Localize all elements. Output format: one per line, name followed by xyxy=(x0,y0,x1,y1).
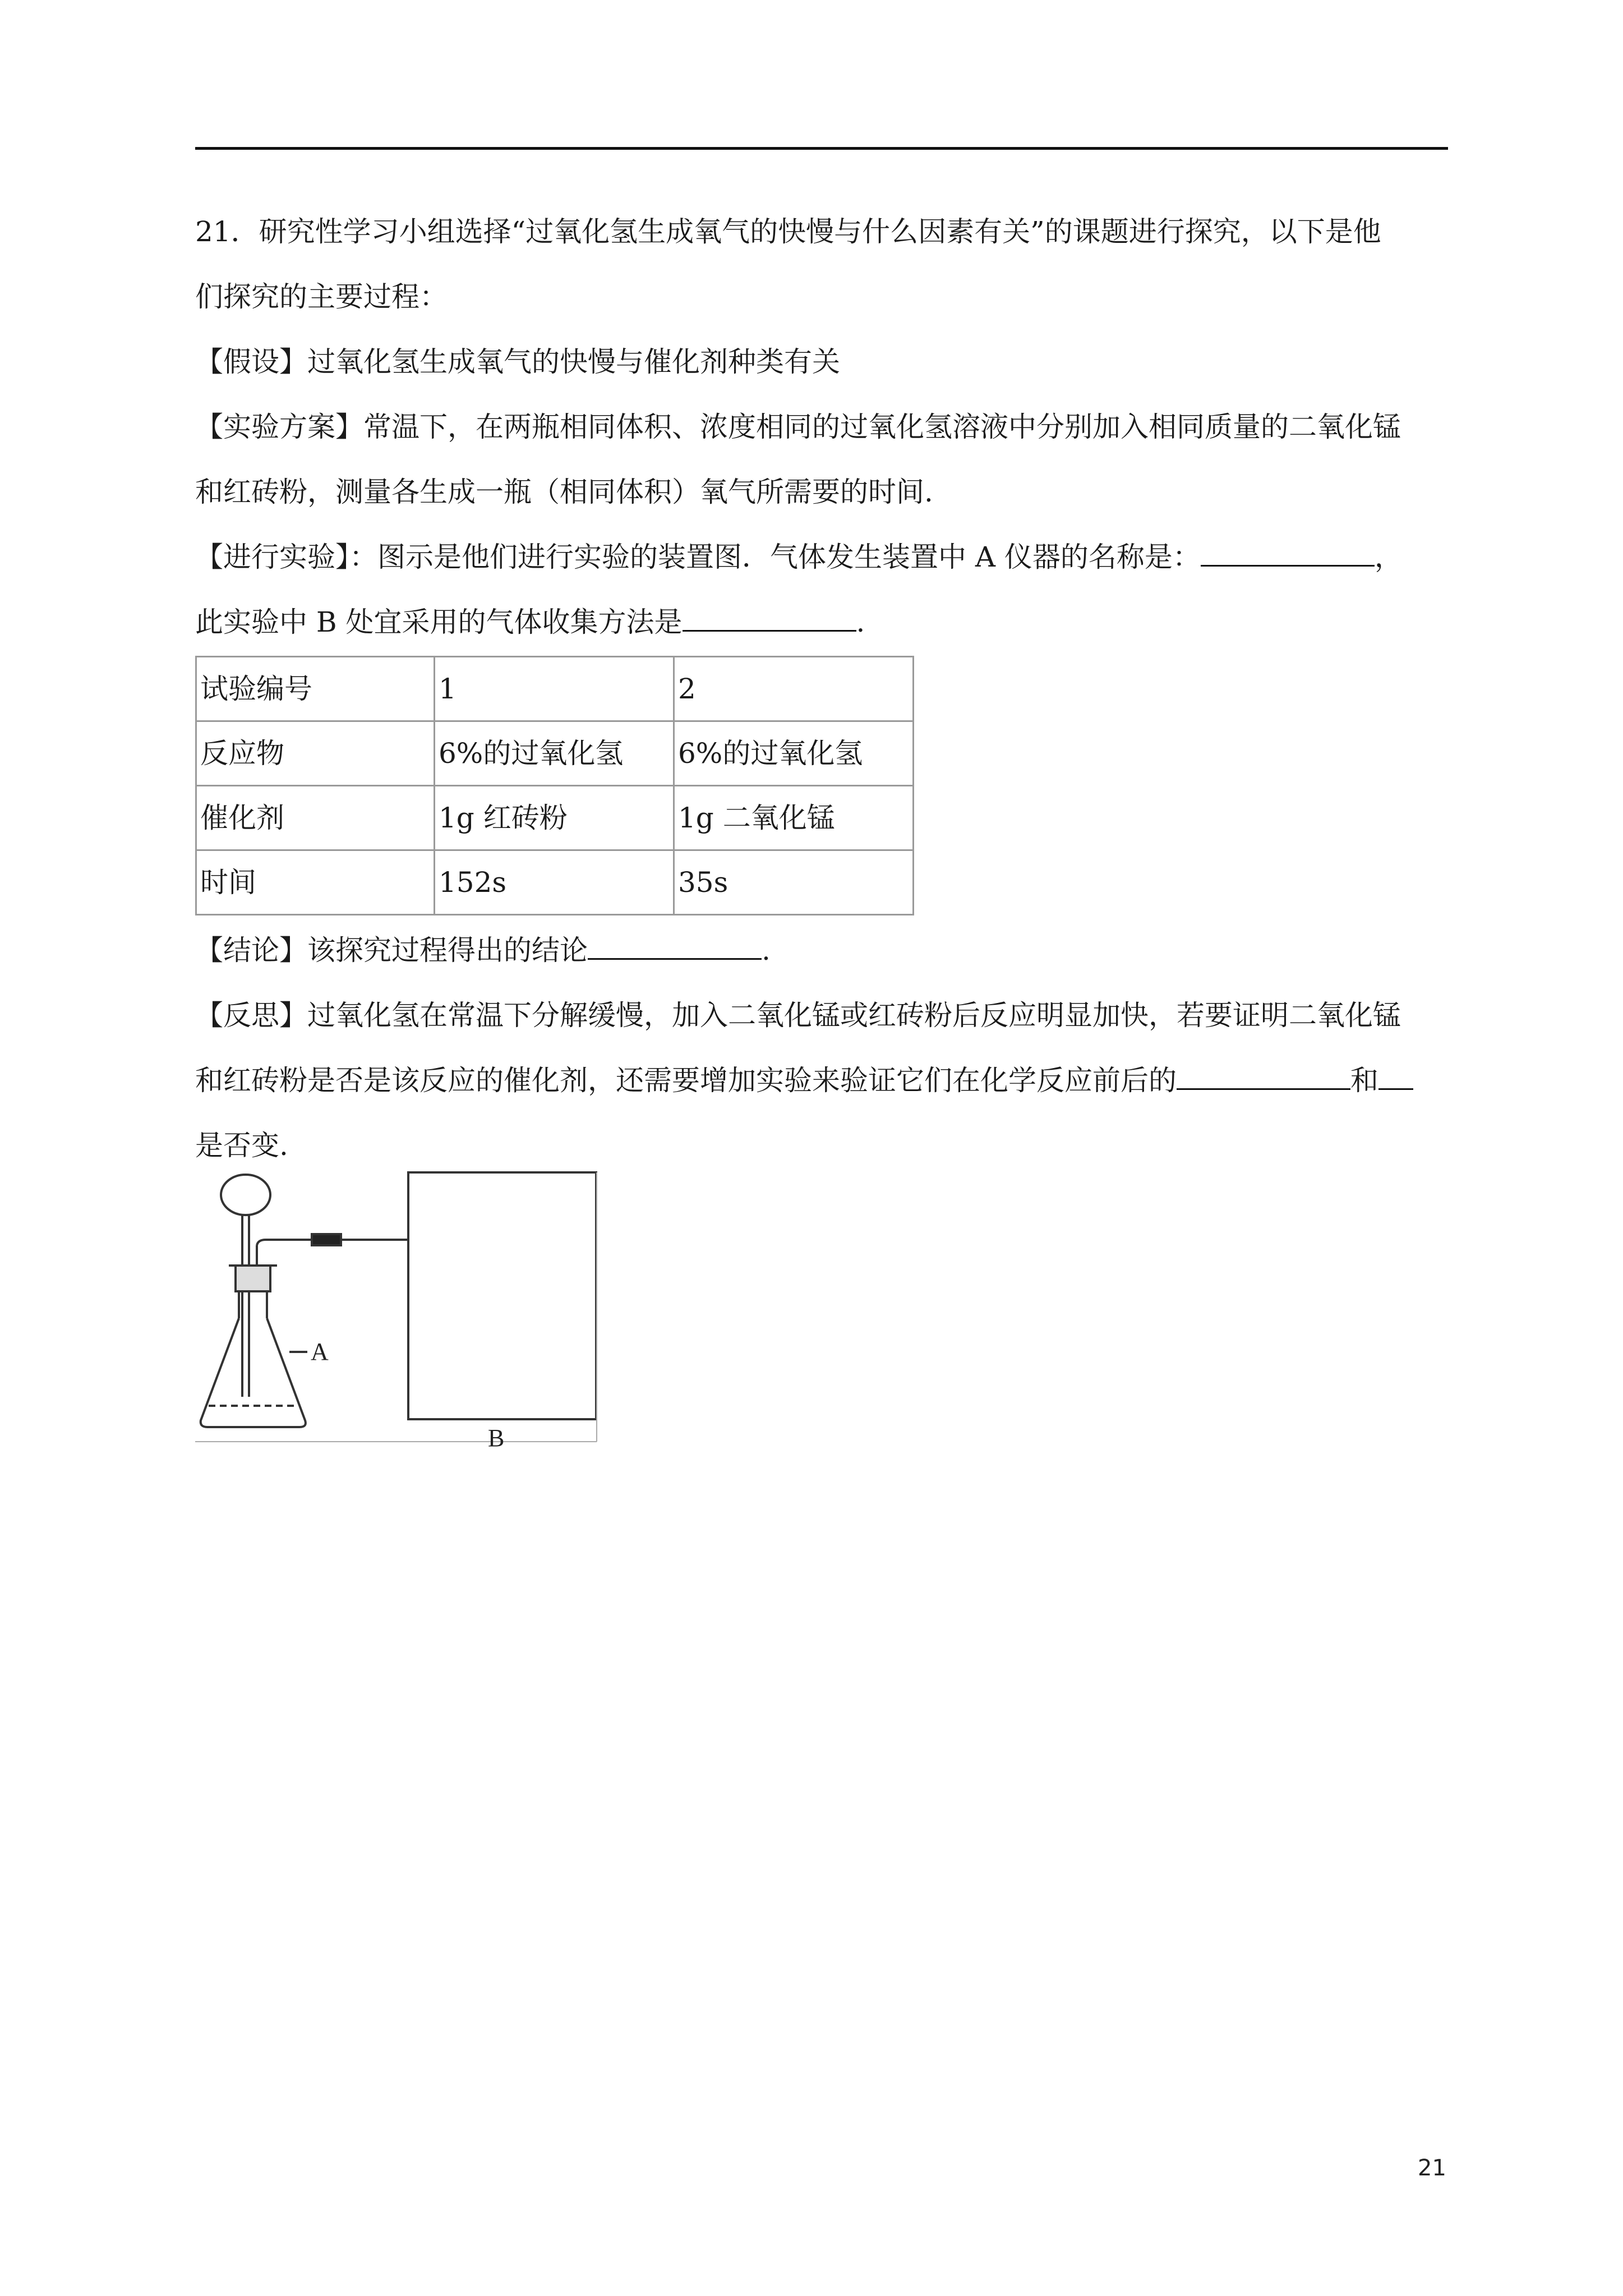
question-body xyxy=(195,199,1448,1178)
conclusion-text: 【结论】该探究过程得出的结论 xyxy=(195,934,588,967)
table-cell: 35s xyxy=(674,850,914,915)
rubber-stopper xyxy=(236,1266,270,1291)
answer-blank-conclusion[interactable] xyxy=(588,929,762,960)
apparatus-figure xyxy=(195,1161,599,1453)
table-cell: 1g 二氧化锰 xyxy=(674,786,914,850)
table-cell: 1 xyxy=(435,657,674,721)
experiment-line-1 xyxy=(195,524,1448,590)
experiment-table xyxy=(195,656,914,915)
label-a: A xyxy=(311,1338,329,1365)
label-b: B xyxy=(488,1424,505,1452)
table-cell: 试验编号 xyxy=(196,657,435,721)
experiment-line-2-end: . xyxy=(856,606,865,638)
table-row xyxy=(196,850,914,915)
reflection-line-1: 【反思】过氧化氢在常温下分解缓慢，加入二氧化锰或红砖粉后反应明显加快，若要证明二氧化锰 xyxy=(195,999,1401,1032)
experiment-line-1-end: ， xyxy=(1374,541,1403,573)
reflection-line-2-text: 和红砖粉是否是该反应的催化剂，还需要增加实验来验证它们在化学反应前后的 xyxy=(195,1064,1177,1097)
question-line-2: 们探究的主要过程： xyxy=(195,280,448,313)
funnel-bulb xyxy=(221,1175,270,1215)
table-cell: 6%的过氧化氢 xyxy=(435,721,674,786)
apparatus-diagram xyxy=(195,1161,599,1453)
reflection-line-2 xyxy=(195,1048,1448,1113)
answer-blank-collection[interactable] xyxy=(683,601,856,632)
answer-blank-property[interactable] xyxy=(1378,1059,1413,1090)
table-row xyxy=(196,786,914,850)
collection-box xyxy=(408,1172,596,1419)
table-cell: 催化剂 xyxy=(196,786,435,850)
experiment-line-1-text: 【进行实验】：图示是他们进行实验的装置图．气体发生装置中 A 仪器的名称是： xyxy=(195,541,1201,573)
table-row xyxy=(196,657,914,721)
table-cell: 时间 xyxy=(196,850,435,915)
conclusion-end: . xyxy=(762,934,771,967)
table-cell: 反应物 xyxy=(196,721,435,786)
header-rule xyxy=(195,147,1448,150)
table-cell: 2 xyxy=(674,657,914,721)
table-cell: 6%的过氧化氢 xyxy=(674,721,914,786)
reflection-line-3: 是否变. xyxy=(195,1129,288,1162)
experiment-line-2-text: 此实验中 B 处宜采用的气体收集方法是 xyxy=(195,606,683,638)
hypothesis: 【假设】过氧化氢生成氧气的快慢与催化剂种类有关 xyxy=(195,346,840,378)
conical-flask xyxy=(201,1318,306,1427)
answer-blank-mass[interactable] xyxy=(1177,1059,1350,1090)
conclusion-line xyxy=(195,918,1448,983)
table-row xyxy=(196,721,914,786)
plan-line-1: 【实验方案】常温下，在两瓶相同体积、浓度相同的过氧化氢溶液中分别加入相同质量的二氧化锰 xyxy=(195,411,1401,443)
answer-blank-instrument[interactable] xyxy=(1201,536,1375,567)
tube-connector xyxy=(312,1234,341,1245)
table-cell: 1g 红砖粉 xyxy=(435,786,674,850)
experiment-line-2 xyxy=(195,590,1448,655)
question-line-1: 21．研究性学习小组选择“过氧化氢生成氧气的快慢与什么因素有关”的课题进行探究，以下是他 xyxy=(195,215,1381,248)
plan-line-2: 和红砖粉，测量各生成一瓶（相同体积）氧气所需要的时间. xyxy=(195,476,933,508)
table-cell: 152s xyxy=(435,850,674,915)
reflection-and: 和 xyxy=(1350,1064,1378,1097)
page-number: 21 xyxy=(1418,2155,1446,2181)
